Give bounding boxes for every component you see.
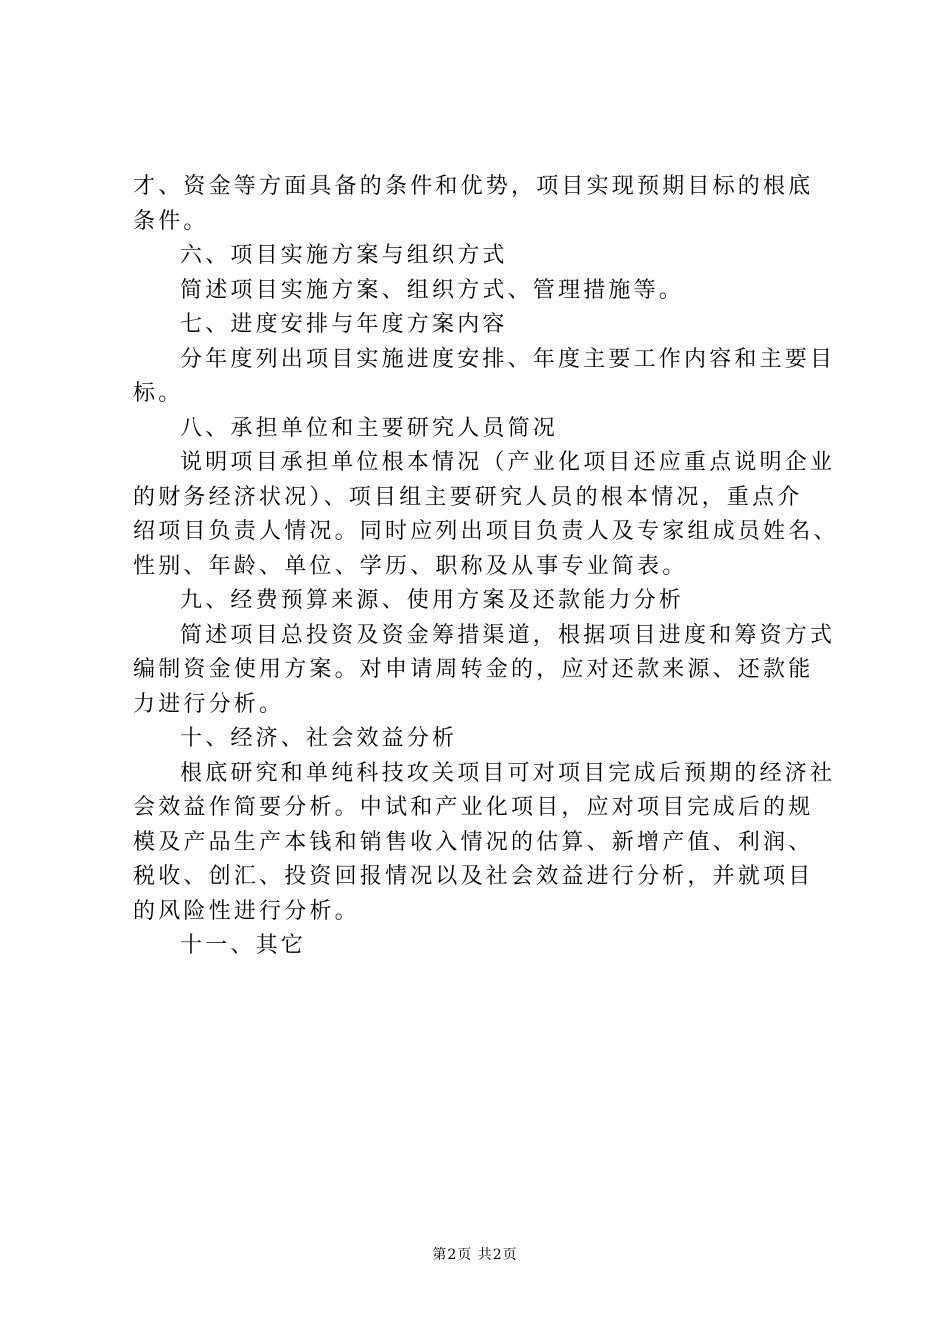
text-line: 力进行分析。 (133, 691, 285, 717)
text-line: 六、项目实施方案与组织方式 (180, 243, 508, 268)
text-line: 的风险性进行分析。 (133, 898, 360, 924)
text-line: 才、资金等方面具备的条件和优势，项目实现预期目标的根底 (133, 174, 814, 199)
text-line: 绍项目负责人情况。同时应列出项目负责人及专家组成员姓名、 (133, 519, 839, 544)
text-line: 说明项目承担单位根本情况（产业化项目还应重点说明企业 (180, 450, 836, 475)
text-line: 条件。 (133, 208, 209, 234)
page-footer: 第2页 共2页 (432, 1247, 518, 1263)
text-line: 模及产品生产本钱和销售收入情况的估算、新增产值、利润、 (133, 829, 814, 855)
text-line: 简述项目总投资及资金筹措渠道，根据项目进度和筹资方式 (180, 622, 836, 648)
text-line: 标。 (133, 381, 184, 406)
text-line: 税收、创汇、投资回报情况以及社会效益进行分析，并就项目 (133, 864, 814, 889)
text-line: 十一、其它 (180, 933, 307, 958)
text-line: 十、经济、社会效益分析 (180, 726, 458, 751)
text-line: 的财务经济状况）、项目组主要研究人员的根本情况，重点介 (133, 484, 803, 510)
text-line: 八、承担单位和主要研究人员简况 (180, 415, 559, 441)
text-line: 编制资金使用方案。对申请周转金的，应对还款来源、还款能 (133, 657, 814, 682)
text-line: 简述项目实施方案、组织方式、管理措施等。 (180, 277, 685, 303)
text-line: 分年度列出项目实施进度安排、年度主要工作内容和主要目 (180, 346, 836, 372)
text-line: 九、经费预算来源、使用方案及还款能力分析 (180, 588, 685, 613)
text-line: 七、进度安排与年度方案内容 (180, 312, 508, 337)
text-line: 会效益作简要分析。中试和产业化项目，应对项目完成后的规 (133, 795, 814, 820)
document-body (133, 170, 839, 964)
text-line: 性别、年龄、单位、学历、职称及从事专业简表。 (133, 553, 688, 579)
text-line: 根底研究和单纯科技攻关项目可对项目完成后预期的经济社 (180, 760, 836, 786)
